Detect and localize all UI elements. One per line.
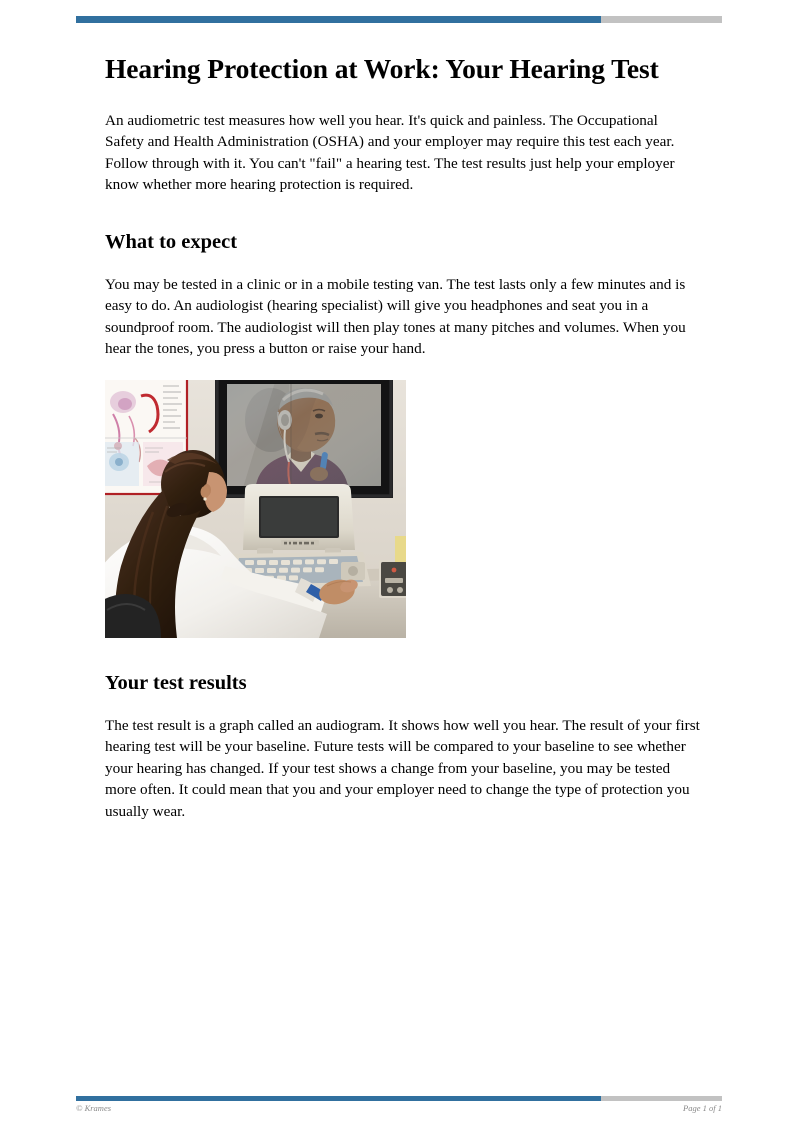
section-heading-your-test-results: Your test results xyxy=(105,671,247,694)
figure-hearing-test xyxy=(105,380,406,638)
footer xyxy=(76,1103,722,1113)
page-number: Page 1 of 1 xyxy=(683,1103,722,1113)
copyright-notice: © Krames xyxy=(76,1103,112,1113)
header-rule-gray-segment xyxy=(601,16,722,23)
header-rule xyxy=(76,16,722,23)
section-body-what-to-expect: You may be tested in a clinic or in a mobile testing van. The test lasts only a few minutes and is easy to do. An audiologist (hearing specialist) will give you headphones and seat you in a soundproof room. The audiologist will then play tones at many pitches and volumes. When you hear the tones, you press a button or raise your hand. xyxy=(105,275,686,358)
header-rule-accent-segment xyxy=(76,16,601,23)
document-content xyxy=(105,50,700,822)
footer-rule-gray-segment xyxy=(601,1096,722,1101)
section-heading-what-to-expect: What to expect xyxy=(105,230,238,253)
spacer xyxy=(105,196,700,230)
section-body-your-test-results: The test result is a graph called an audiogram. It shows how well you hear. The result of your first hearing test will be your baseline. Future tests will be compared to your baseline to see whether your hearing has changed. If your test shows a change from your baseline, you may be tested more often. It could mean that you and your employer need to change the type of protection you usually wear. xyxy=(105,716,700,820)
figure-image xyxy=(105,380,406,638)
spacer xyxy=(105,638,700,671)
footer-rule xyxy=(76,1096,722,1101)
page-title: Hearing Protection at Work: Your Hearing Test xyxy=(105,53,659,84)
intro-paragraph: An audiometric test measures how well you hear. It's quick and painless. The Occupational Safety and Health Administration (OSHA) and your employer may require this test each year. Follow through with it. You can't "fail" a hearing test. The test results just help your employer know whether more hearing protection is required. xyxy=(105,111,675,194)
footer-rule-accent-segment xyxy=(76,1096,601,1101)
